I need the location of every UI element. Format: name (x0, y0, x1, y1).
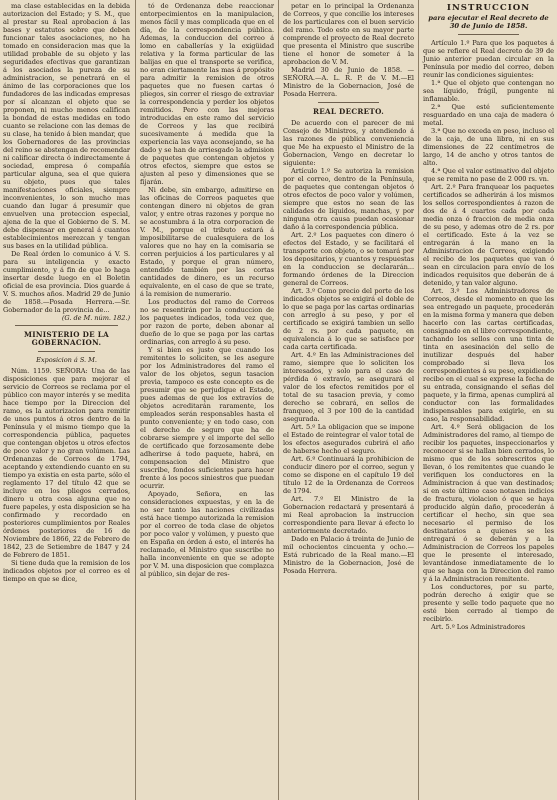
instruccion-subtitle: para ejecutar el Real decreto de 30 de Junio de 1858. (428, 14, 549, 30)
divider (318, 102, 379, 103)
condition: 3.ª Que no exceda en peso, incluso el de la caja, de una libra, ni en sus dimensiones de 22 centímetros de largo, 14 de ancho y otros tantos de alto. (423, 127, 554, 167)
article: Art. 2.º Los paquetes con dinero ó efectos del Estado, y se facilitará el transporte con objeto, o se tomará por los depositarios, y cuantos y respuestas en la conduccion se declararán... formando órdenes de la Direccion general de Correos. (283, 231, 414, 287)
column-rule (418, 0, 419, 800)
exposicion-heading: Exposicion á S. M. (36, 356, 97, 364)
article: Art. 5.º La obligacion que se impone el Estado de reintegrar el valor total de los efectos asegurados cubrirá el año de haberse hecho el seguro. (283, 423, 414, 455)
column-2 (137, 0, 277, 800)
condition: 4.ª Que el valor estimativo del objeto que se remita no pase de 2 000 rs. vn. (423, 167, 554, 183)
article: Artículo 1.º Para que los paquetes á que se refiere el Real decreto de 39 de Junio anterior puedan circular en la Península por medio del correo, deben reunir las condiciones siguientes: (423, 39, 554, 79)
signature-line: Madrid 30 de Junio de 1858. —SEÑORA.—A. L. R. P. de V. M.—El Ministro de la Gobernacion, José de Posada Herrera. (283, 66, 414, 98)
article: Art. 2.º Para franquear los paquetes certificados se adherirán á los mismos los sellos correspondientes á razon de dos de á 4 cuartos cada por cada media onza ó fraccion de media onza de su peso, y ademas otro de 2 rs. por el certificado. Este á la vez se entregarán á la mano en la Administracion de Correos, exigiendo el recibo de los paquetes que van ó sean en circulacion para envío de los indicados requisitos que deberán de á detenido, y tan valor alguno. (423, 183, 554, 287)
paragraph: tó de Ordenanza debe reaccionar entorpecimientos en la manipulacion, menos fácil y mas complicada que en el día, de la correspondencia pública. Ademas, la conduccion del correo á lomo en caballerías y la exigüidad relativa y la forma particular de las balijas en que el transporte se verifica, no eran ciertamente las mas á propósito para admitir la remision de otros paquetes que no fuesen cartas ó pliegos, sin correr el riesgo de extraviar la correspondencia y perder los objetos remitidos. Pero con las mejoras introducidas en este ramo del servicio de Correos y las que recibirá sucesivamente á medida que la experiencia las vaya aconsejando, se ha dado y se han de arriesgado la admision de paquetes que contengan objetos y otros efectos, siempre que estos se ajusten al peso y dimensiones que se fijarán. (140, 2, 274, 186)
paragraph: De Real órden lo comunico á V. S. para su inteligencia y exacto cumplimiento, y á fin de que lo haga insertar desde luego en el Boletin oficial de esa provincia. Dios guarde á V. S. muchos años. Madrid 29 de Junio de 1858.—Posada Herrera.—Sr. Gobernador de la provincia de... (3, 250, 130, 314)
article: Art. 3.º Los Administradores de Correos, desde el momento en que les sea entregado un paquete, procederán en la misma forma y manera que deben hacerlo con las cartas certificadas, consignado en el libro correspondiente, tachando los sellos con una tinta de tinta en asesinación del sello de inutilizar después del haber comprobado si lleva los correspondientes á su peso, expidiendo recibo en el cual se exprese la fecha de su entrada, consignando el señas del paquete, y la firma, apenas cumplirá al conductor con las formalidades indispensables para exigirle, en su caso, la responsabilidad. (423, 287, 554, 423)
article: Art. 5.º Los Administradores (431, 623, 526, 631)
paragraph: Y si bien es justo que cuando los remitentes lo soliciten, se les asegure por los Administradores del ramo el valor de los objetos, segun tasacion previa, tampoco es este concepto es de presumir que se perjudique el Estado, pues ademas de que los extravíos de objetos acreditarán raramente, los empleados serán responsables hasta el punto conveniente; y en todo caso, con el derecho de seguro que ha de cobrarse siempre y el importe del sello de certificado que forzosamente debe adherirse á todo paquete, habrá, en compensacion del Ministro que suscribe, fondos suficientes para hacer frente á los pocos siniestros que puedan ocurrir. (140, 346, 274, 490)
paragraph: Núm. 1159. SEÑORA: Una de las disposiciones que para mejorar el servicio de Correos se reclama por el público con mayor interés y se medita hace tiempo por la Direccion del ramo, es la autorizacion para remitir de unos puntos á otros dentro de la Península y el mismo tiempo que la correspondencia pública, paquetes que contengan objetos u otros efectos de poco valor y no gran volúmen. Las Ordenanzas de Correos de 1794, aceptando y extendiendo cuanto en su tiempo ya existia en esta parte, sólo el reglamento 17 del título 42 que se incluye en los pliegos cerrados, dinero u otra cosa alguna que no fuere papeles, y esta disposicion se ha confirmado y recordado en posteriores cumplimientos por Reales órdenes posteriores de 16 de Noviembre de 1866, 22 de Febrero de 1842, 23 de Setiembre de 1847 y 24 de Febrero de 1851. (3, 367, 130, 559)
article: Art. 3.º Como precio del porte de los indicados objetos se exigirá el doble de lo que se paga por las cartas ordinarias con arreglo á su peso, y por el certificado se exigirá tambien un sello de 2 rs. por cada paquete, en equivalencia á lo que se satisface por cada carta certificada. (283, 287, 414, 351)
instruccion-title: INSTRUCCION (446, 3, 531, 13)
source-reference: (G. de M. núm. 182.) (61, 314, 130, 322)
paragraph: Los productos del ramo de Correos no se resentirán por la conduccion de los paquetes indicados, toda vez que, por razon de porte, deben abonar al dueño de lo que se paga por las cartas ordinarias, con arreglo á su peso. (140, 298, 274, 346)
condition: 1.ª Que el objeto que contengan no sea líquido, frágil, pungente ni inflamable. (423, 79, 554, 103)
column-4 (420, 0, 557, 800)
divider (458, 34, 519, 35)
paragraph: Si tiene duda que la remision de los indicados objetos por el correo es el tiempo en que se dice, (3, 559, 130, 583)
article: Art. 4.º Será obligacion de los Administradores del ramo, al tiempo de recibir los paquetes, inspeccionarlos y reconocer si se hallan bien cerrados, lo mismo que de los sobrescritos que llevan, ó los remitentes que cuando le verifiquen los conductores en la Administracion á que van destinados; si en este último caso notasen indicios de fractura, violacion ó que se haya producido algún daño, procederán á certificar el hecho, sin que sea necesario el permiso de los destinatarios a quienes se les entregará ó se deberán y a la Administracion de Correos los papeles que le presente el interesado, levantándose inmediatamente de lo que se haga con la Direccion del ramo y á la Administracion remitente. (423, 423, 554, 583)
paragraph: Dado en Palacio á treinta de Junio de mil ochocientos cincuenta y ocho.—Está rubricado de la Real mano.—El Ministro de la Gobernacion, José de Posada Herrera. (283, 535, 414, 575)
section-heading: REAL DECRETO. (312, 107, 385, 116)
column-rule (135, 0, 136, 800)
section-heading: MINISTERIO DE LA GOBERNACION. (23, 330, 109, 347)
paragraph: Apoyado, Señora, en las consideraciones expuestas, y en la de no ser tanto las naciones civilizadas está hace tiempo autorizada la remision por el correo de toda clase de objetos por poco valor y volúmen, y puesto que en España en órden á esto, el interés ha reclamado, el Ministro que suscribe no halla inconveniente en que se adopte por V. M. una disposicion que complazca al público, sin dejar de res- (140, 490, 275, 578)
paragraph: De acuerdo con el parecer de mi Consejo de Ministros, y atendiendo á las razones de pública conveniencia que Me ha expuesto el Ministro de la Gobernacion, Vengo en decretar lo siguiente: (283, 119, 414, 167)
paragraph: Ni debe, sin embargo, admitirse en las oficinas de Correos paquetes que contengan dinero ni objetos de gran valor, y entre otras razones y porque no se acostumbra á la otra corporacion de V. M., porque el tributo estará á imposibilitarse de cualesquiera de los valores que no hay en la comisaria se corren perjuicios á los particulares y al Estado, y porque el gran número, entendido también por las cortas cantidades de dinero, es un recurso equivalente, en el caso de que se trate, á la remision de numerario. (140, 186, 274, 298)
condition: 2.ª Que esté suficientemente resguardado en una caja de madera ó metal. (423, 103, 554, 127)
column-3 (280, 0, 417, 800)
article: Art. 7.º El Ministro de la Gobernacion redactará y presentará á mi Real aprobacion la instruccion correspondiente para llevar á efecto lo anteriormente decretado. (283, 495, 414, 535)
divider (15, 325, 118, 326)
article: Art. 4.º En las Administraciones del ramo, siempre que lo soliciten los interesados, y solo para el caso de pérdida ó extravío, se asegurará el valor de los efectos remitidos por el total de su tasacion previa, y como derecho se cobrará, en sellos de franqueo, el 3 por 100 de la cantidad asegurada. (283, 351, 414, 423)
article: Art. 6.º Continuará la prohibicion de conducir dinero por el correo, segun y como se dispone en el capítulo 19 del título 12 de la Ordenanza de Correos de 1794. (283, 455, 414, 495)
paragraph: petar en lo principal la Ordenanza de Correos, y que concilie los intereses de los particulares con el buen servicio del ramo. Todo esto en su mayor parte comprende el proyecto de Real decreto que presenta el Ministro que suscribe tiene el honor de someter á la aprobacion de V. M. (283, 2, 414, 66)
column-rule (278, 0, 279, 800)
paragraph: ma clase establecidas en la debida autorizacion del Estado; y S. M., que al prestar su Real aprobacion á las bases y estatutos sobre que deben funcionar tales asociaciones, no ha tomado en consideracion mas que la utilidad probable de su objeto y las seguridades efectivas que garantizan á los asociados la pureza de su administracion, se penetrará en el ánimo de las corporaciones que los fundadores de las indicadas empresas por sí alcanzan el objeto que se proponen, ni mucho menos califican la bondad de estas medidas en todo cuanto se relacione con las demas de su clase, ha tenido á bien mandar, que los Gobernadores de las provincias del reino se abstengan de recomendar ni calificar directa ó indirectamente á sociedad, empresa ó compañía particular alguna, sea el que quiera su objeto, pues que tales manifestaciones oficiales, siempre inconvenientes, lo son mucho mas cuando dan lugar á presumir que envuelven una proteccion especial, ajena de la que el Gobierno de S. M. debe dispensar en general á cuantos establecimientos merezcan y tengan sus bases en la utilidad pública. (3, 2, 130, 250)
divider (38, 351, 95, 352)
article: Artículo 1.º Se autoriza la remision por el correo, dentro de la Península, de paquetes que contengan objetos ó otros efectos de poco valor y volúmen, siempre que estos no sean de las calidades de líquidos, manchas, y por ninguna otra causa puedan ocasionar daño á la correspondencia pública. (283, 167, 414, 231)
column-1 (0, 0, 133, 800)
paragraph: Los conductores, por su parte, podrán derecho á exigir que se presente y selle todo paquete que no esté bien cerrado al tiempo de recibirlo. (423, 583, 554, 623)
